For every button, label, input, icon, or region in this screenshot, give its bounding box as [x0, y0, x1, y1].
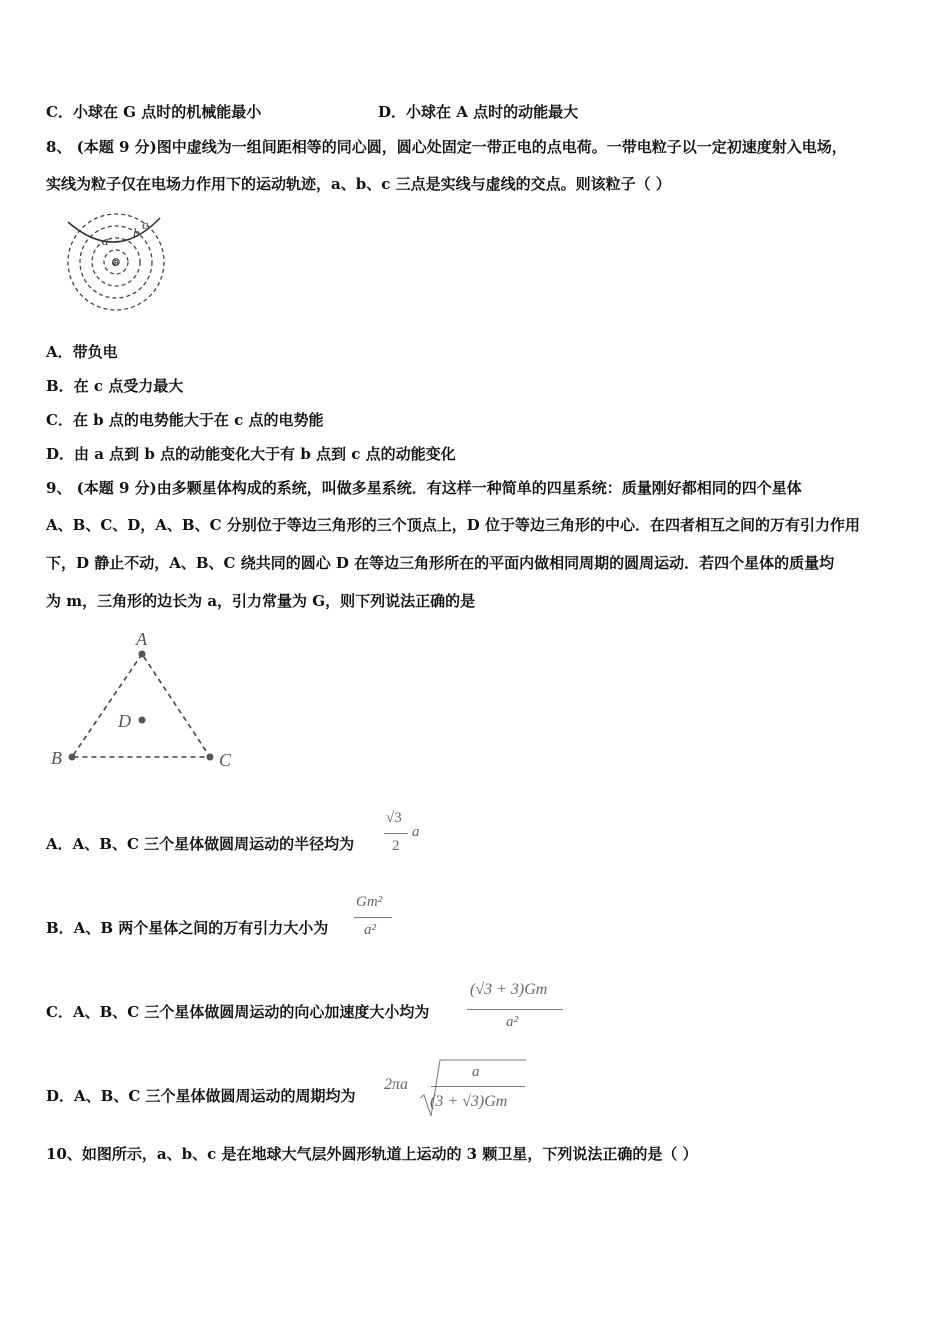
q8-option-d: D．由 a 点到 b 点的动能变化大于有 b 点到 c 点的动能变化: [46, 445, 456, 463]
q9-option-d-numerator: a: [472, 1064, 480, 1080]
q7-option-c: C．小球在 G 点时的机械能最小: [46, 103, 262, 121]
q9-option-b-numerator: Gm²: [356, 894, 383, 910]
q9-option-c-numerator: (√3 + 3)Gm: [470, 981, 548, 998]
q9-option-d-denominator: (3 + √3)Gm: [430, 1093, 508, 1110]
q9-option-a-denominator: 2: [392, 838, 400, 854]
q8-option-b: B．在 c 点受力最大: [46, 377, 184, 395]
q9-fig-label-b: B: [51, 748, 62, 768]
q9-fig-label-d: D: [118, 711, 131, 731]
q9-stem-line1: 9、 (本题 9 分)由多颗星体构成的系统，叫做多星系统．有这样一种简单的四星系统：质量刚好都相同的四个星体: [46, 479, 802, 497]
q9-option-d-fraction-bar: [431, 1086, 525, 1087]
q8-fig-label-b: b: [133, 227, 141, 240]
q8-stem-line1: 8、 (本题 9 分)图中虚线为一组间距相等的同心圆，圆心处固定一带正电的点电荷。一带电粒子以一定初速度射入电场，: [46, 138, 847, 156]
q9-option-a-variable: a: [412, 824, 420, 840]
q9-stem-line3: 下，D 静止不动，A、B、C 绕共同的圆心 D 在等边三角形所在的平面内做相同周期的圆周运动．若四个星体的质量均: [46, 554, 835, 572]
q8-fig-label-c: c: [142, 219, 149, 232]
q9-option-b-denominator: a²: [364, 922, 376, 938]
q8-option-a: A．带负电: [46, 343, 118, 361]
q9-option-d: D．A、B、C 三个星体做圆周运动的周期均为: [46, 1087, 356, 1105]
q7-option-d: D．小球在 A 点时的动能最大: [378, 103, 579, 121]
q9-option-c-fraction-bar: [467, 1009, 563, 1010]
q9-triangle-figure: [46, 626, 246, 776]
q9-fig-label-c: C: [219, 750, 232, 770]
q9-option-a-numerator: √3: [386, 810, 402, 826]
q8-option-c: C．在 b 点的电势能大于在 c 点的电势能: [46, 411, 324, 429]
q8-stem-line2: 实线为粒子仅在电场力作用下的运动轨迹，a、b、c 三点是实线与虚线的交点。则该粒子（ ）: [46, 175, 671, 193]
q8-concentric-circles-figure: [56, 204, 188, 326]
q9-fig-label-a: A: [136, 629, 147, 649]
q8-fig-label-a: a: [102, 235, 109, 248]
q9-stem-line2: A、B、C、D，A、B、C 分别位于等边三角形的三个顶点上，D 位于等边三角形的中心．在四者相互之间的万有引力作用: [46, 516, 860, 534]
q9-stem-line4: 为 m，三角形的边长为 a，引力常量为 G，则下列说法正确的是: [46, 592, 476, 610]
q10-stem-line1: 10、如图所示，a、b、c 是在地球大气层外圆形轨道上运动的 3 颗卫星，下列说法正确的是（ ）: [46, 1145, 698, 1163]
q9-option-c: C．A、B、C 三个星体做圆周运动的向心加速度大小均为: [46, 1003, 430, 1021]
q8-fig-center-charge: ⊕: [111, 258, 120, 269]
q9-option-b-fraction-bar: [354, 917, 392, 918]
q9-option-a-fraction-bar: [384, 833, 408, 834]
q9-option-d-prefix: 2πa: [384, 1076, 409, 1093]
q9-option-b: B．A、B 两个星体之间的万有引力大小为: [46, 919, 329, 937]
q9-option-c-denominator: a²: [506, 1014, 518, 1030]
q9-option-a: A．A、B、C 三个星体做圆周运动的半径均为: [46, 835, 355, 853]
